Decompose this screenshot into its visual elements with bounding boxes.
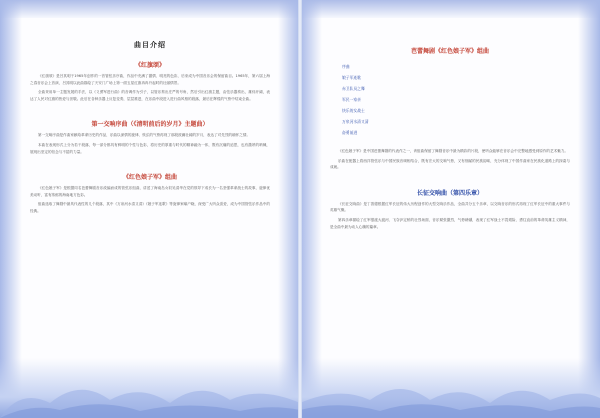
list-item: 奋勇前进 (342, 130, 358, 135)
list-item: 序曲 (342, 64, 350, 69)
list-item: 军民一家亲 (342, 97, 361, 102)
movement-list (342, 61, 570, 138)
paragraph: 组曲选取了舞剧中最具代表性的几个段落，其中《万泉河水清又清》《娘子军连歌》等旋律家喻户晓，深受广大听众喜爱，成为中国管弦乐作品中的经典。 (30, 202, 270, 213)
paragraph: 全曲采用单一主题发展的手法，以《义勇军进行曲》的音调作为引子，以管乐奏出庄严的号角，然后引出红旗主题，由弦乐器奏出，雄伟开阔，表达了人民对红旗的热爱与崇敬。此后在各种乐器上反复变奏，层层推进，在乐曲中段进入进行曲风格的段落，最后在辉煌的气势中结束全曲。 (30, 90, 270, 101)
section-heading: 《红色娘子军》组曲 (122, 174, 177, 182)
right-page-content (330, 40, 570, 388)
paragraph: 《长征交响曲》是丁善德根据红军长征的伟大历程创作的大型交响乐作品，全曲共分五个乐章，以交响音乐的形式再现了红军长征中的重大事件与英雄气概。 (330, 201, 570, 213)
page-gutter (298, 0, 302, 418)
page-title: 曲目介绍 (134, 41, 166, 49)
section-heading: 长征交响曲（第四乐章） (416, 189, 483, 197)
section-heading: 第一交响序曲（《清明前后的岁月》主题曲） (91, 121, 209, 129)
list-item: 万泉河水清又清 (342, 119, 369, 124)
ornament-top (0, 0, 300, 18)
left-page-content (30, 40, 270, 388)
section-heading: 《红旗颂》 (134, 62, 165, 69)
paragraph: 乐曲在配器上将西洋管弦乐与中国民族音调相结合，既有宏大的交响气势，又有细腻的民族韵味，充分体现了中国作曲家在民族化道路上的探索与成就。 (330, 158, 570, 170)
paragraph: 《红旗颂》是吕其明于1965年创作的一首管弦乐序曲，作品中充满了激情、明亮的色彩，后来成为中国音乐会的保留曲目。1965年，第六届上海之春音乐会上首演，吕其明以此曲描绘了天安门广场上第一面五星红旗冉冉升起时的壮丽情景。 (30, 74, 270, 85)
paragraph: 《红色娘子军》是中国芭蕾舞剧的代表作之一，该组曲保留了舞剧音乐中最为精彩的片段，使听众能够在音乐会中完整地感受到原作的艺术魅力。 (338, 149, 568, 153)
section-heading: 芭蕾舞剧《红色娘子军》组曲 (410, 48, 489, 55)
list-item: 快乐的女战士 (342, 108, 365, 113)
list-item: 赤卫队员之舞 (342, 86, 365, 91)
list-item: 娘子军连歌 (342, 75, 361, 80)
ornament-top (300, 0, 600, 18)
right-page (300, 0, 600, 418)
paragraph: 本曲在表现形式上分为若干段落，每一部分都具有鲜明的个性与色彩，将历史的厚重与时代的精神融为一体，既有沉痛的追思，也有激昂的呐喊，展现出坚定的信念与不屈的力量。 (30, 142, 270, 154)
paragraph: 《红色娘子军》是根据同名芭蕾舞剧音乐改编而成的管弦乐组曲，讲述了海南岛女奴吴清华在党的领导下成长为一名坚强革命战士的故事，旋律优美动听，富有浓郁的海南地方色彩。 (30, 186, 270, 197)
paragraph: 第四乐章描绘了红军强渡大渡河、飞夺泸定桥的壮烈场面，音乐紧张激烈，气势磅礴，表现了红军战士不畏艰险、勇往直前的革命英雄主义精神，是全曲中最为动人心魄的篇章。 (330, 217, 570, 229)
paragraph: 第一交响序曲是作曲家献给革命历史的作品，乐曲以深情的旋律、恢弘的气势再现了那段波澜壮阔的岁月，表达了对先烈的缅怀之情。 (38, 133, 251, 138)
